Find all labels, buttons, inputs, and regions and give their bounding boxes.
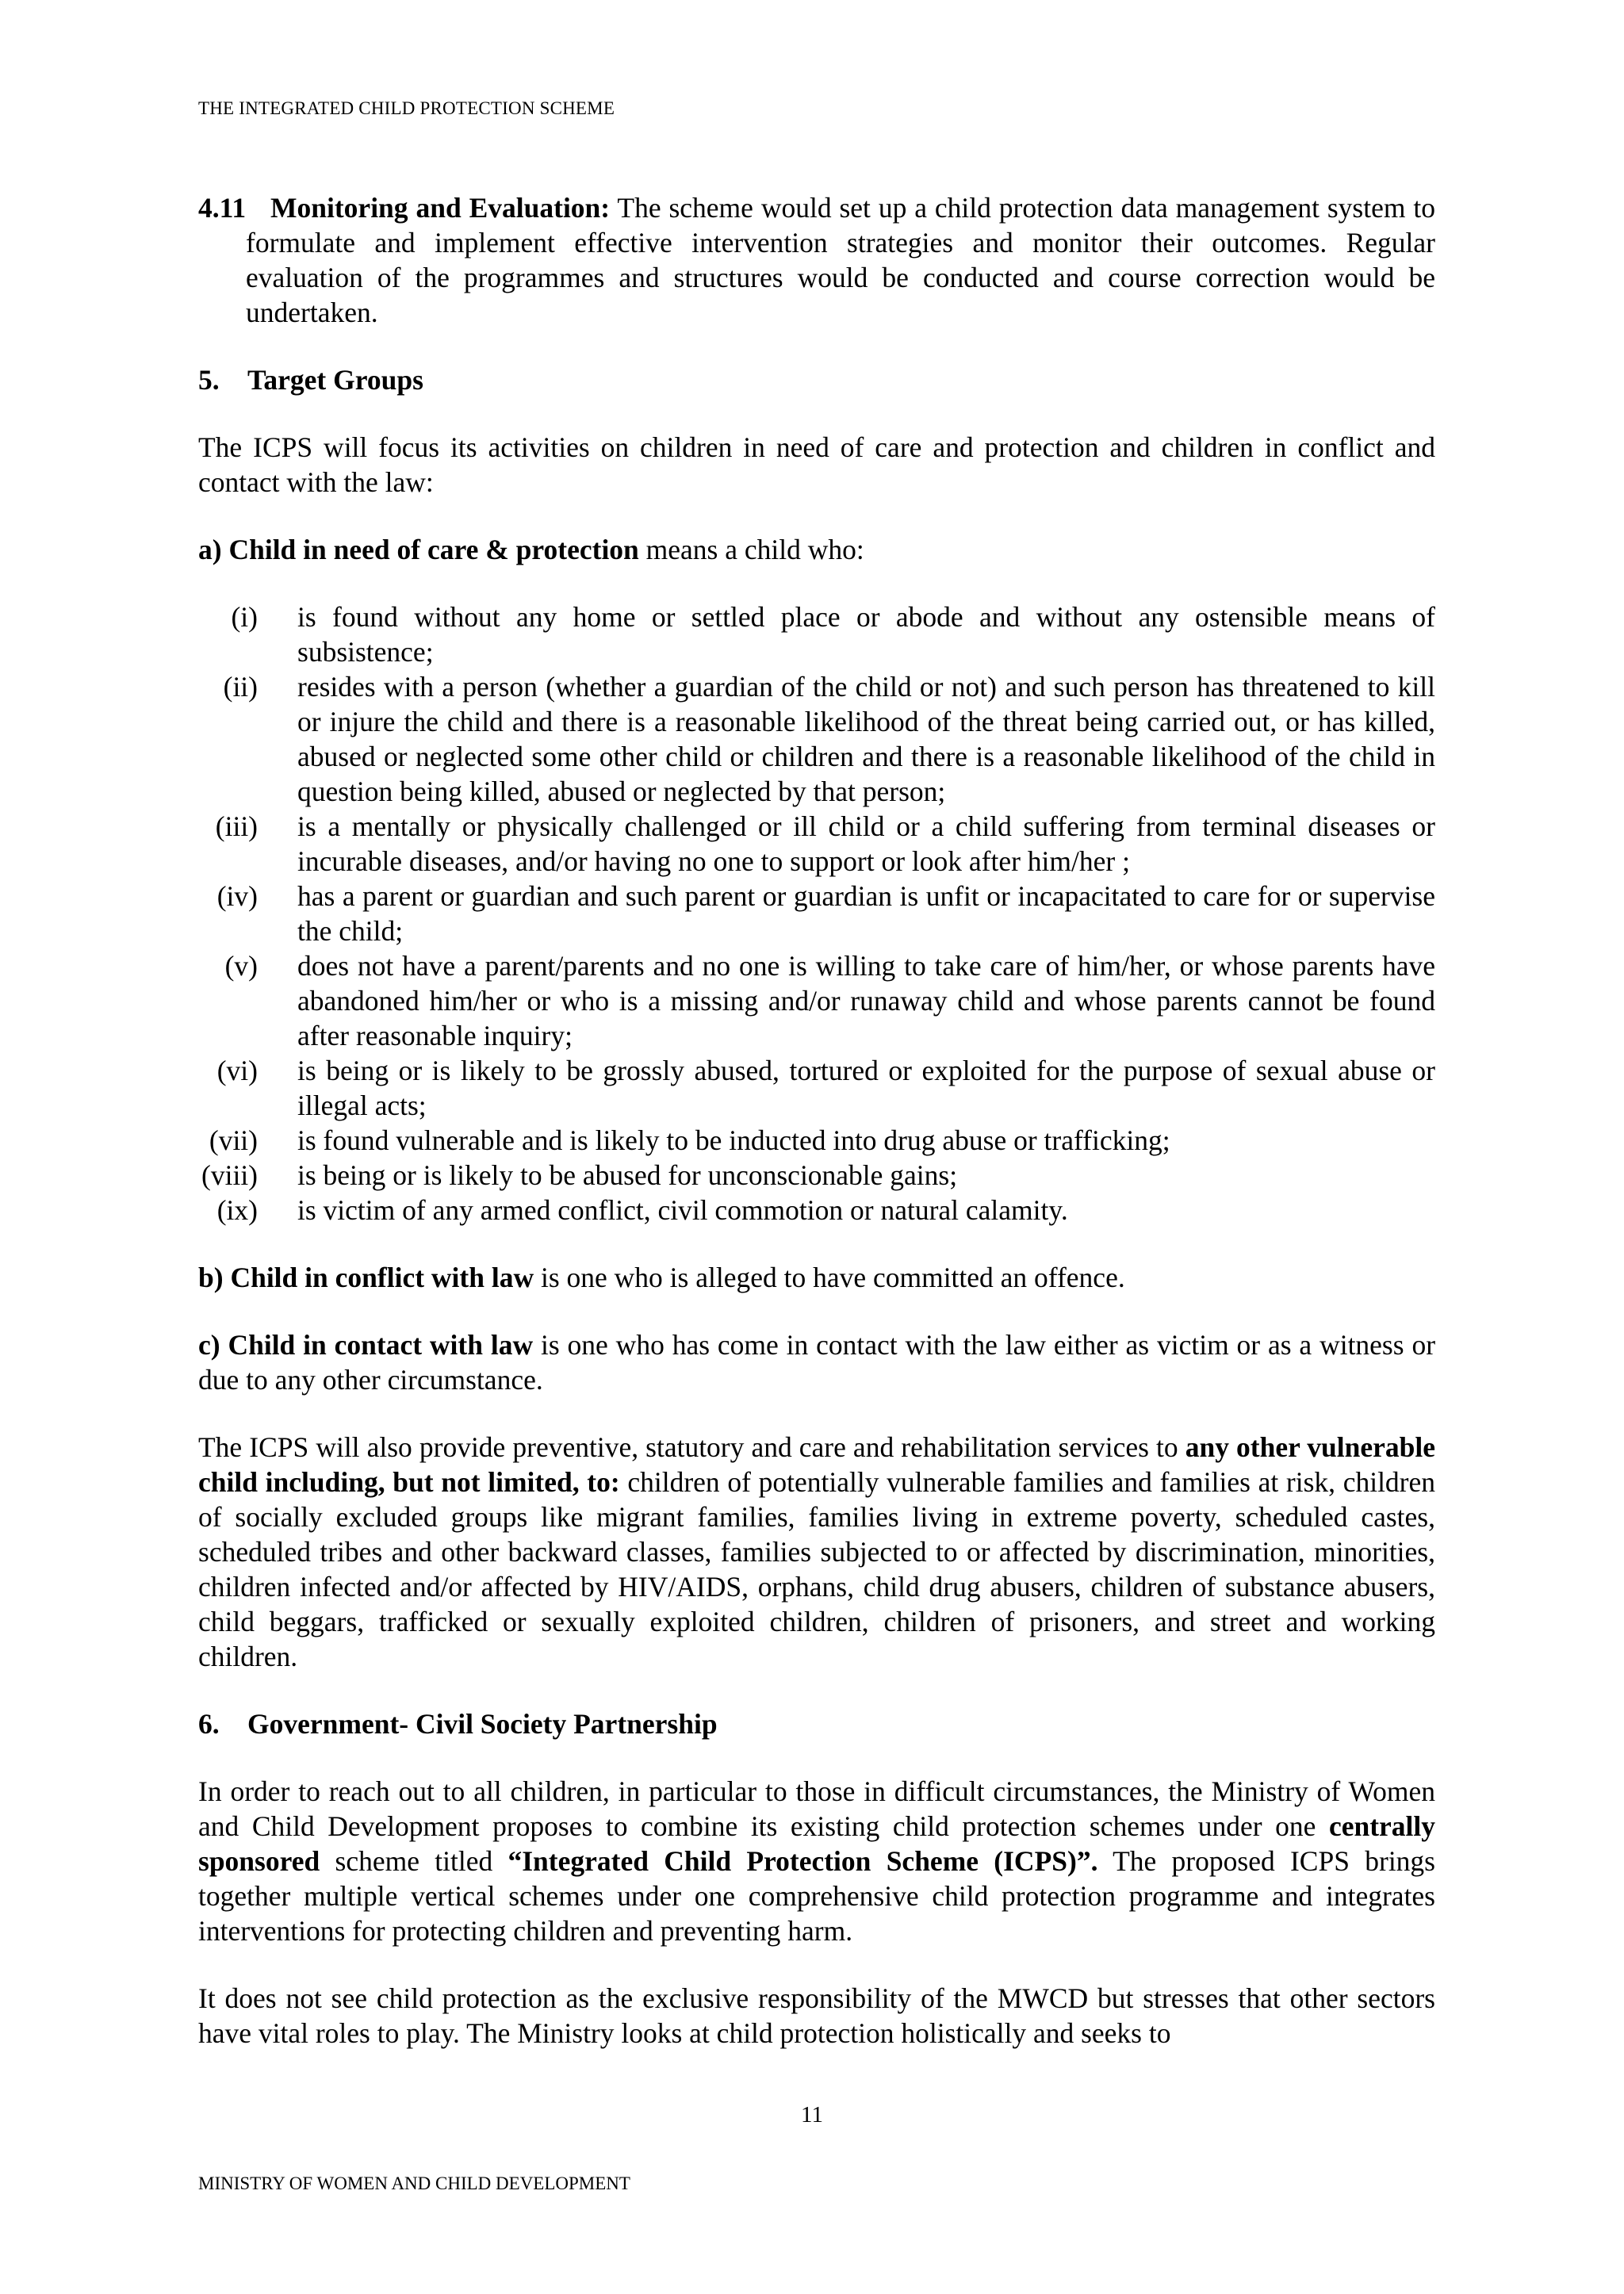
item-text: is a mentally or physically challenged or ill child or a child suffering from terminal diseases or incurable diseases, and/or having no one to support or look after him/her ; (297, 810, 1435, 877)
target-groups-intro: The ICPS will focus its activities on children in need of care and protection and children in conflict and contact with the law: (198, 431, 1435, 498)
services-emphasis: any other vulnerable child including, but not limited, to: (198, 1431, 1435, 1498)
item-text: does not have a parent/parents and no one is willing to take care of him/her, or whose parents have abandoned him/her or who is a missing and/or runaway child and whose parents cannot be found after reasonable inquiry; (297, 950, 1435, 1051)
item-number: (iii) (215, 810, 258, 842)
section-4-11 (198, 190, 1435, 330)
running-footer: MINISTRY OF WOMEN AND CHILD DEVELOPMENT (198, 2173, 630, 2193)
item-text: is being or is likely to be abused for unconscionable gains; (297, 1159, 958, 1191)
text: The proposed ICPS brings together multiple vertical schemes under one comprehensive child protection programme and integrates interventions for protecting children and preventing harm. (198, 1845, 1435, 1947)
item-text: resides with a person (whether a guardian of the child or not) and such person has threatened to kill or injure the child and there is a reasonable likelihood of the threat being carried out, or has killed, abused or neglected some other child or children and there is a reasonable likelihood of the child in question being killed, abused or neglected by that person; (297, 671, 1435, 807)
definition-b (198, 1260, 1435, 1295)
list-item (198, 809, 1435, 879)
item-text: is being or is likely to be grossly abused, tortured or exploited for the purpose of sexual abuse or illegal acts; (297, 1055, 1435, 1121)
item-number: (ix) (216, 1194, 258, 1226)
definition-text: is one who has come in contact with the law either as victim or as a witness or due to any other circumstance. (198, 1329, 1436, 1396)
section-number: 6. (198, 1708, 220, 1740)
list-item (198, 1193, 1435, 1227)
definition-label: a) Child in need of care & protection (198, 534, 639, 565)
item-number: (viii) (201, 1159, 258, 1191)
item-number: (i) (231, 601, 258, 633)
list-item (198, 1053, 1435, 1123)
list-item (198, 1158, 1435, 1193)
section-title: Target Groups (247, 364, 423, 396)
definition-text: is one who is alleged to have committed an offence. (540, 1262, 1125, 1293)
definition-text: means a child who: (645, 534, 864, 565)
page-content (198, 190, 1435, 2051)
definition-a (198, 532, 1435, 567)
services-text-end: children of potentially vulnerable families and families at risk, children of socially excluded groups like migrant families, families living in extreme poverty, scheduled castes, scheduled tribes and other backward classes, families subjected to or affected by discrimination, minorities, children infected and/or affected by HIV/AIDS, orphans, child drug abusers, children of substance abusers, child beggars, trafficked or sexually exploited children, children of prisoners, and street and working children. (198, 1466, 1436, 1672)
text: scheme titled (335, 1845, 493, 1877)
item-number: (vi) (216, 1055, 258, 1086)
section-title: Government- Civil Society Partnership (247, 1708, 718, 1740)
list-item (198, 669, 1435, 809)
section-5-heading (198, 362, 1435, 397)
item-number: (v) (224, 950, 258, 982)
partnership-paragraph-2: It does not see child protection as the exclusive responsibility of the MWCD but stresses that other sectors have vital roles to play. The Ministry looks at child protection holistically and seeks to (198, 1982, 1435, 2049)
item-text: has a parent or guardian and such parent or guardian is unfit or incapacitated to care for or supervise the child; (297, 880, 1435, 947)
section-title: Monitoring and Evaluation: (270, 192, 611, 224)
list-item (198, 879, 1435, 948)
criteria-list (198, 599, 1435, 1227)
section-4-11-text (246, 190, 1435, 330)
section-number: 5. (198, 364, 220, 396)
section-body: The scheme would set up a child protection data management system to formulate and implement effective intervention strategies and monitor their outcomes. Regular evaluation of the programmes and structures would be conducted and course correction would be undertaken. (246, 192, 1435, 328)
item-text: is victim of any armed conflict, civil commotion or natural calamity. (297, 1194, 1068, 1226)
definition-c (198, 1327, 1435, 1397)
scheme-title: “Integrated Child Protection Scheme (ICPS)”. (508, 1845, 1098, 1877)
list-item (198, 948, 1435, 1053)
services-paragraph (198, 1430, 1435, 1674)
page-number: 11 (801, 2102, 823, 2127)
item-number: (iv) (216, 880, 258, 912)
partnership-paragraph-1 (198, 1774, 1435, 1948)
services-text-start: The ICPS will also provide preventive, statutory and care and rehabilitation services to (198, 1431, 1178, 1463)
running-header: THE INTEGRATED CHILD PROTECTION SCHEME (198, 98, 615, 118)
list-item (198, 1123, 1435, 1158)
item-number: (ii) (223, 671, 258, 703)
item-text: is found vulnerable and is likely to be inducted into drug abuse or trafficking; (297, 1124, 1170, 1156)
item-text: is found without any home or settled place or abode and without any ostensible means of subsistence; (297, 601, 1435, 668)
section-6-heading (198, 1706, 1435, 1741)
definition-label: c) Child in contact with law (198, 1329, 534, 1361)
definition-label: b) Child in conflict with law (198, 1262, 534, 1293)
paragraph (246, 190, 1435, 330)
list-item (198, 599, 1435, 669)
text: In order to reach out to all children, in particular to those in difficult circumstances, the Ministry of Women and Child Development proposes to combine its existing child protection schemes under one (198, 1775, 1435, 1842)
section-number: 4.11 (198, 192, 247, 224)
emphasis: centrally sponsored (198, 1810, 1435, 1877)
item-number: (vii) (209, 1124, 258, 1156)
